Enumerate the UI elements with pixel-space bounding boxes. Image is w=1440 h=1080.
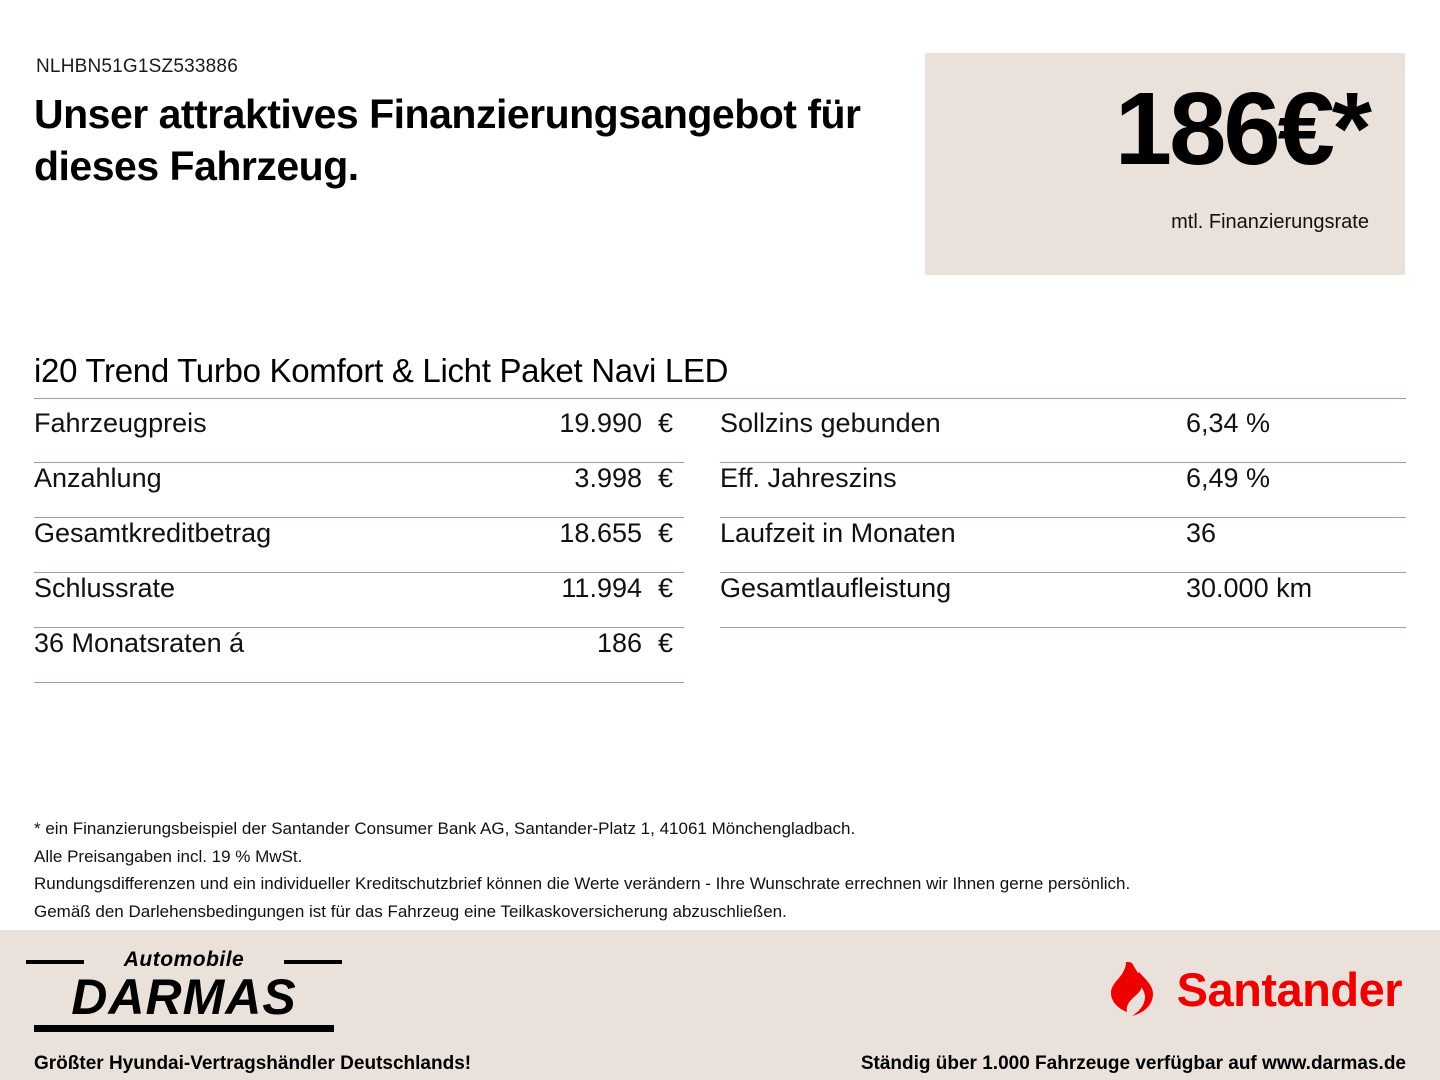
santander-name: Santander — [1176, 962, 1402, 1016]
spec-currency: € — [658, 518, 674, 548]
specs-column-left — [34, 408, 720, 683]
legal-line: Alle Preisangaben incl. 19 % MwSt. — [34, 846, 303, 866]
spec-label: Gesamtlaufleistung — [720, 573, 952, 603]
vehicle-title: i20 Trend Turbo Komfort & Licht Paket Navi LED — [34, 352, 1406, 399]
spec-value: 30.000 km — [1186, 573, 1313, 603]
santander-logo — [1101, 958, 1402, 1020]
monthly-rate-label: mtl. Finanzierungsrate — [1171, 211, 1369, 234]
spec-value: 6,34 % — [1186, 408, 1271, 438]
spec-label: Fahrzeugpreis — [34, 408, 207, 438]
dealer-logo-top-text: Automobile — [34, 948, 334, 972]
dealer-logo-main-text: DARMAS — [34, 972, 334, 1032]
spec-value: 6,49 % — [1186, 463, 1271, 493]
legal-line: * ein Finanzierungsbeispiel der Santander Consumer Bank AG, Santander-Platz 1, 41061 Mönchengladbach. — [34, 819, 856, 838]
page-title: Unser attraktives Finanzierungsangebot für dieses Fahrzeug. — [34, 91, 861, 190]
vehicle-identification-number: NLHBN51G1SZ533886 — [36, 56, 238, 77]
spec-label: Schlussrate — [34, 573, 176, 603]
spec-label: Eff. Jahreszins — [720, 463, 897, 493]
monthly-rate-box — [925, 53, 1405, 275]
table-row — [720, 573, 1406, 628]
table-row-spacer — [720, 628, 1406, 683]
spec-value: 3.998 — [574, 463, 642, 493]
table-row — [34, 408, 684, 463]
specs-container — [34, 408, 1406, 683]
dealer-tagline: Größter Hyundai-Vertragshändler Deutschlands! — [34, 1053, 472, 1074]
spec-value: 36 — [1186, 518, 1217, 548]
spec-label: Laufzeit in Monaten — [720, 518, 956, 548]
table-row — [720, 463, 1406, 518]
spec-currency: € — [658, 573, 674, 603]
spec-value: 18.655 — [559, 518, 642, 548]
spec-currency: € — [658, 463, 674, 493]
legal-line: Rundungsdifferenzen und ein individueller Kreditschutzbrief können die Werte verändern - Ihre Wunschrate errechnen wir Ihnen gerne persönlich. — [34, 874, 1131, 894]
table-row — [720, 408, 1406, 463]
spec-currency: € — [658, 408, 674, 438]
availability-tagline: Ständig über 1.000 Fahrzeuge verfügbar auf www.darmas.de — [860, 1053, 1406, 1074]
table-row — [34, 463, 684, 518]
spec-currency: € — [658, 628, 674, 658]
spec-value: 186 — [596, 628, 642, 658]
spec-label: Sollzins gebunden — [720, 408, 941, 438]
spec-label: Anzahlung — [34, 463, 162, 493]
table-row — [34, 628, 684, 683]
table-row — [34, 573, 684, 628]
footer — [0, 930, 1440, 1080]
spec-label: 36 Monatsraten á — [34, 628, 245, 658]
santander-flame-icon — [1101, 958, 1163, 1020]
dealer-logo — [34, 948, 334, 1032]
table-row — [720, 518, 1406, 573]
legal-line: Gemäß den Darlehensbedingungen ist für das Fahrzeug eine Teilkaskoversicherung abzuschließen. — [34, 901, 787, 921]
spec-value: 11.994 — [561, 573, 642, 603]
spec-label: Gesamtkreditbetrag — [34, 518, 272, 548]
monthly-rate-amount: 186€* — [1114, 71, 1369, 186]
specs-column-right — [720, 408, 1406, 683]
spec-value: 19.990 — [559, 408, 642, 438]
table-row — [34, 518, 684, 573]
